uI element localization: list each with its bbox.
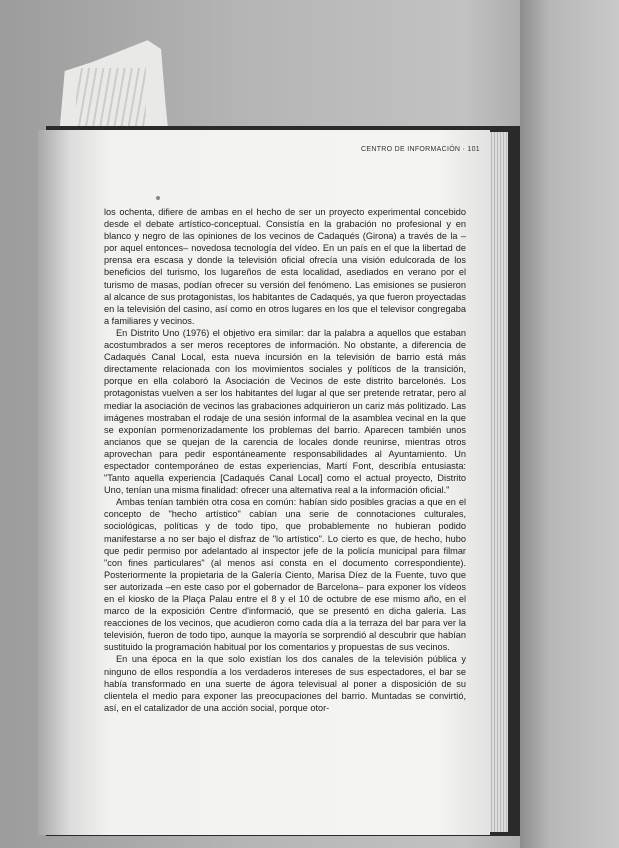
paragraph-2: En Distrito Uno (1976) el objetivo era similar: dar la palabra a aquellos que estaban acostumbrados a ser meros receptores de información. No obstante, a diferencia de Cadaqués Canal Local, esta nueva incursión en la televisión de barrio está más directamente relacionada con los movimientos sociales y políticos de la transición, porque en ella colaboró la Asociación de Vecinos de este distrito barcelonés. Los protagonistas vuelven a ser los habitantes del lugar al que ser pretende retratar, pero al mediar la asociación de vecinos las grabaciones adquirieron un cariz más politizado. Las imágenes mostraban el rodaje de una sesión informal de la asamblea vecinal en la que se exponían pormenorizadamente los problemas del barrio. Aparecen también unos ancianos que se quejan de la carencia de locales donde reunirse, mientras otros aprovechan para pedir espontáneamente responsabilidades al Ayuntamiento. Un espectador contemporáneo de estas experiencias, Martí Font, describía entusiasta: "Tanto aquella experiencia [Cadaqués Canal Local] como el actual proyecto, Distrito Uno, tenían una misma finalidad: ofrecer una alternativa real a la información oficial." [104, 327, 466, 496]
body-text [104, 206, 466, 714]
running-head: CENTRO DE INFORMACIÓN · 101 [361, 146, 480, 153]
paragraph-3: Ambas tenían también otra cosa en común: habían sido posibles gracias a que en el concepto de "hecho artístico" cabían una serie de connotaciones culturales, sociológicas, políticas y de todo tipo, que probablemente no hubieran podido manifestarse a no ser bajo el disfraz de "lo artístico". Lo cierto es que, de hecho, hubo que pedir permiso por adelantado al inspector jefe de la policía municipal para filmar "con fines particulares" (al menos así consta en el documento correspondiente). Posteriormente la propietaria de la Galería Ciento, Marisa Díez de la Fuente, tuvo que ser autorizada –en este caso por el gobernador de Barcelona– para exponer los vídeos en el kiosko de la Plaça Palau entre el 8 y el 10 de octubre de ese mismo año, en el marco de la exposición Centre d'informació, que se presentó en dicha galería. Las reacciones de los vecinos, que acudieron como cada día a la terraza del bar para ver la televisión, fueron de todo tipo, aunque la mayoría se sorprendió al descubrir que habían sustituido la programación habitual por los comentarios y propuestas de sus vecinos. [104, 497, 466, 653]
background-right [520, 0, 619, 848]
paragraph-4: En una época en la que solo existían los dos canales de la televisión pública y ninguno de ellos respondía a los verdaderos intereses de sus espectadores, el bar se había transformado en una suerte de ágora televisual al poner a disposición de su clientela el medio para exponer las preocupaciones del barrio. Muntadas se convirtió, así, en el catalizador de una acción social, porque otor- [104, 654, 466, 713]
page-speck [156, 196, 160, 200]
paragraph-1: los ochenta, difiere de ambas en el hecho de ser un proyecto experimental concebido desde el debate artístico-conceptual. Consistía en la grabación no profesional y en blanco y negro de las opiniones de los vecinos de Cadaqués (Girona) a través de la –por aquel entonces– novedosa tecnología del vídeo. En un país en el que la libertad de prensa era escasa y donde la televisión oficial ofrecía una visión edulcorada de los beneficios del turismo, los lugareños de esta localidad, asediados en verano por el turismo de masas, podían ofrecer su versión del fenómeno. Las emisiones se pusieron al alcance de sus protagonistas, los habitantes de Cadaqués, ya que fueron proyectadas en la televisión del casino, así como en otros lugares en los que el televisor congregaba a familiares y vecinos. [104, 207, 466, 326]
